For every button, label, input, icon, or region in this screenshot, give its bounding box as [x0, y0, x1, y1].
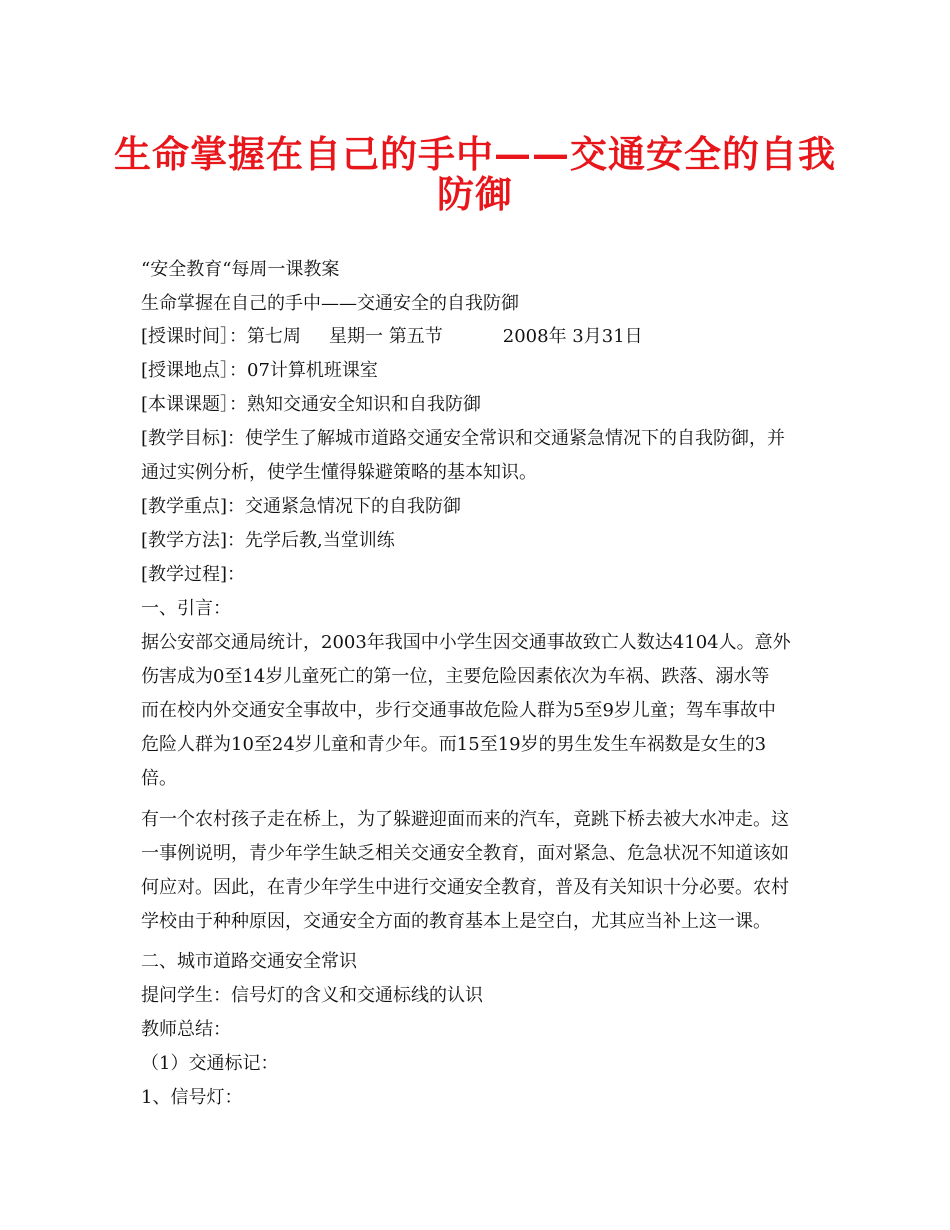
meta-focus: [教学重点]：交通紧急情况下的自我防御	[141, 496, 462, 517]
meta-goal-line-1: [教学目标]：使学生了解城市道路交通安全常识和交通紧急情况下的自我防御，并	[141, 428, 786, 449]
para2-line-2: 一事例说明，青少年学生缺乏相关交通安全教育，面对紧急、危急状况不知道该如	[141, 843, 789, 864]
para1-line-3: 而在校内外交通安全事故中，步行交通事故危险人群为5至9岁儿童；驾车事故中	[141, 700, 776, 721]
item-signal-lights: 1、信号灯：	[141, 1087, 243, 1108]
meta-goal-line-2: 通过实例分析，使学生懂得躲避策略的基本知识。	[141, 462, 537, 483]
meta-place: [授课地点］：07计算机班课室	[141, 360, 378, 381]
para2-line-3: 何应对。因此，在青少年学生中进行交通安全教育，普及有关知识十分必要。农村	[141, 877, 789, 898]
meta-process: [教学过程]：	[141, 564, 246, 585]
para1-line-5: 倍。	[141, 768, 177, 789]
para2-line-1: 有一个农村孩子走在桥上，为了躲避迎面而来的汽车，竟跳下桥去被大水冲走。这	[141, 809, 789, 830]
meta-method: [教学方法]：先学后教,当堂训练	[141, 530, 395, 551]
question-line: 提问学生：信号灯的含义和交通标线的认识	[141, 985, 483, 1006]
teacher-summary-line: 教师总结：	[141, 1019, 231, 1040]
para1-line-1: 据公安部交通局统计，2003年我国中小学生因交通事故致亡人数达4104人。意外	[141, 632, 791, 653]
section2-heading: 二、城市道路交通安全常识	[141, 951, 357, 972]
meta-time-day: 星期一 第五节	[329, 326, 443, 347]
meta-time-date: 2008年 3月31日	[502, 326, 643, 347]
header-line-2: 生命掌握在自己的手中——交通安全的自我防御	[141, 293, 519, 314]
para2-line-4: 学校由于种种原因，交通安全方面的教育基本上是空白，尤其应当补上这一课。	[141, 911, 771, 932]
meta-time-label: [授课时间］：第七周	[141, 326, 302, 347]
subsection-traffic-marks: （1）交通标记：	[141, 1053, 279, 1074]
document-title-line-2: 防御	[437, 172, 513, 216]
section1-heading: 一、引言：	[141, 598, 231, 619]
meta-topic: [本课课题］：熟知交通安全知识和自我防御	[141, 394, 482, 415]
meta-time-row	[141, 328, 643, 346]
document-title-line-1: 生命掌握在自己的手中——交通安全的自我	[114, 132, 836, 176]
header-line-1: “安全教育“每周一课教案	[141, 259, 340, 280]
para1-line-4: 危险人群为10至24岁儿童和青少年。而15至19岁的男生发生车祸数是女生的3	[141, 734, 767, 755]
para1-line-2: 伤害成为0至14岁儿童死亡的第一位，主要危险因素依次为车祸、跌落、溺水等	[141, 666, 770, 687]
